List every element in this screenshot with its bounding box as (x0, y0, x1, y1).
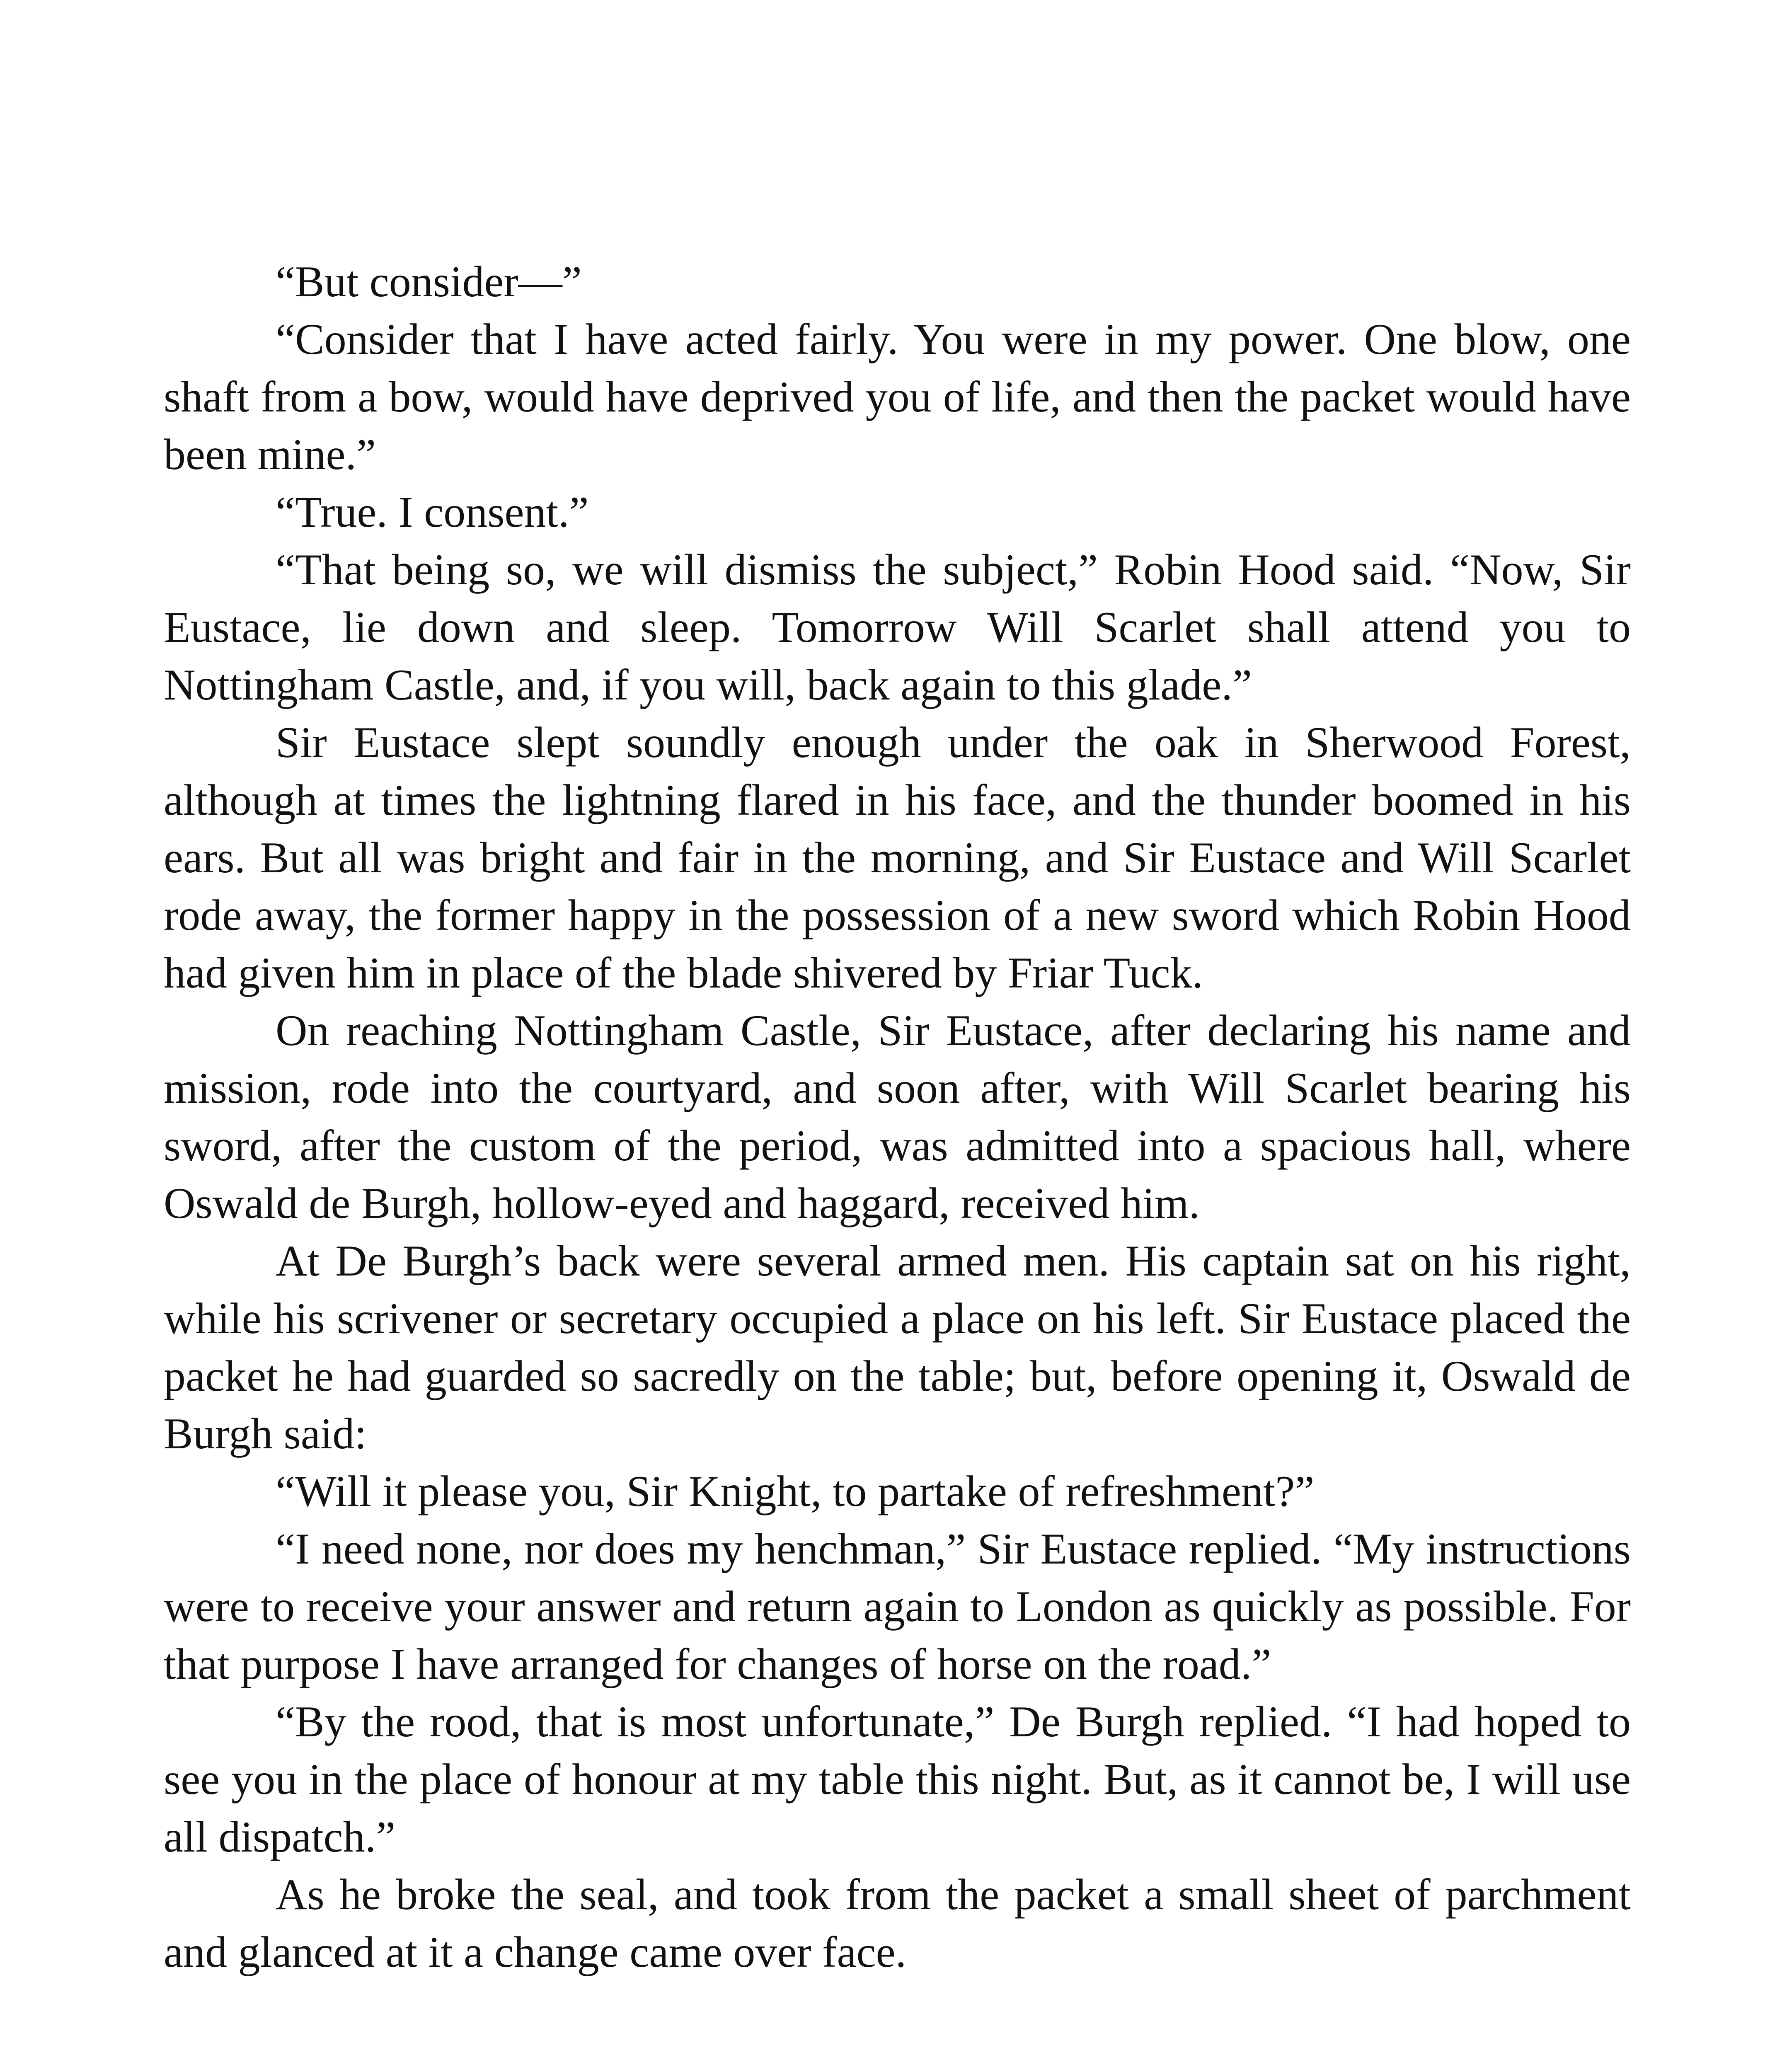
paragraph: “That being so, we will dismiss the subject,” Robin Hood said. “Now, Sir Eustace, lie down and sleep. Tomorrow Will Scarlet shall attend you to Nottingham Castle, and, if you will, back again to this glade.” (164, 545, 1631, 709)
paragraph: “I need none, nor does my henchman,” Sir Eustace replied. “My instructions were to receive your answer and return again to London as quickly as possible. For that purpose I have arranged for changes of horse on the road.” (164, 1525, 1631, 1688)
paragraph: At De Burgh’s back were several armed men. His captain sat on his right, while his scrivener or secretary occupied a place on his left. Sir Eustace placed the packet he had guarded so sacredly on the table; but, before opening it, Oswald de Burgh said: (164, 1237, 1631, 1458)
paragraph: “Consider that I have acted fairly. You were in my power. One blow, one shaft from a bow, would have deprived you of life, and then the packet would have been mine.” (164, 315, 1631, 479)
paragraph: “But consider—” (276, 257, 582, 306)
paragraph: “True. I consent.” (276, 488, 589, 536)
page-body (164, 253, 1631, 1981)
paragraph: As he broke the seal, and took from the packet a small sheet of parchment and glanced at it a change came over face. (164, 1870, 1631, 1976)
paragraph: Sir Eustace slept soundly enough under the oak in Sherwood Forest, although at times the lightning flared in his face, and the thunder boomed in his ears. But all was bright and fair in the morning, and Sir Eustace and Will Scarlet rode away, the former happy in the possession of a new sword which Robin Hood had given him in place of the blade shivered by Friar Tuck. (164, 718, 1631, 997)
paragraph: “Will it please you, Sir Knight, to partake of refreshment?” (276, 1467, 1315, 1515)
paragraph: “By the rood, that is most unfortunate,” De Burgh replied. “I had hoped to see you in the place of honour at my table this night. But, as it cannot be, I will use all dispatch.” (164, 1697, 1631, 1861)
paragraph: On reaching Nottingham Castle, Sir Eustace, after declaring his name and mission, rode into the courtyard, and soon after, with Will Scarlet bearing his sword, after the custom of the period, was admitted into a spacious hall, where Oswald de Burgh, hollow-eyed and haggard, received him. (164, 1006, 1631, 1227)
